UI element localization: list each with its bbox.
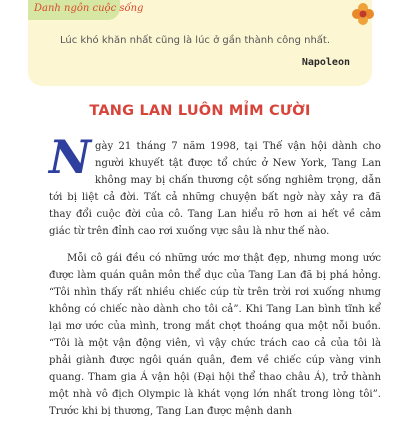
quote-header-label: Danh ngôn cuộc sống	[34, 3, 144, 14]
quote-box	[28, 0, 372, 86]
article-title: TANG LAN LUÔN MỈM CƯỜI	[89, 103, 311, 119]
drop-cap: N	[49, 130, 92, 184]
quote-text: Lúc khó khăn nhất cũng là lúc ở gần thành công nhất.	[60, 35, 331, 46]
paragraph-2: Mỗi cô gái đều có những ước mơ thật đẹp, nhưng mong ước được làm quán quân môn thể dục của Tang Lan đã bị phá hỏng. “Tôi nhìn thấy rất nhiều chiếc cúp từ trên trời rơi xuống nhưng không có chiếc nào dành cho tôi cả”. Khi Tang Lan bình tĩnh kể lại mơ ước của mình, trong mắt chợt thoáng qua một nỗi buồn. “Tôi là một vận động viên, vì vậy chức trách cao cả của tôi là phải giành được ngôi quán quân, đem về chiếc cúp vàng vinh quang. Tham gia Á vận hội (Đại hội thể thao châu Á), trở thành một nhà vô địch Olympic là khát vọng lớn nhất trong lòng tôi”. Trước khi bị thương, Tang Lan được mệnh danh	[49, 253, 381, 417]
quote-author: Napoleon	[301, 57, 350, 68]
flower-icon	[350, 1, 376, 27]
paragraph-1	[49, 130, 381, 240]
quote-header	[28, 0, 144, 20]
paragraph-1-text: gày 21 tháng 7 năm 1998, tại Thế vận hội dành cho người khuyết tật được tổ chức ở New York, Tang Lan không may bị chấn thương cột sống nghiêm trọng, dẫn tới bị liệt cả đời. Tất cả những chuyện bất ngờ này xảy ra đã thay đổi cuộc đời của cô. Tang Lan hiểu rõ hơn ai hết về cảm giác từ trên đỉnh cao rơi xuống vực sâu là như thế nào.	[49, 141, 381, 237]
article-body	[49, 130, 381, 430]
